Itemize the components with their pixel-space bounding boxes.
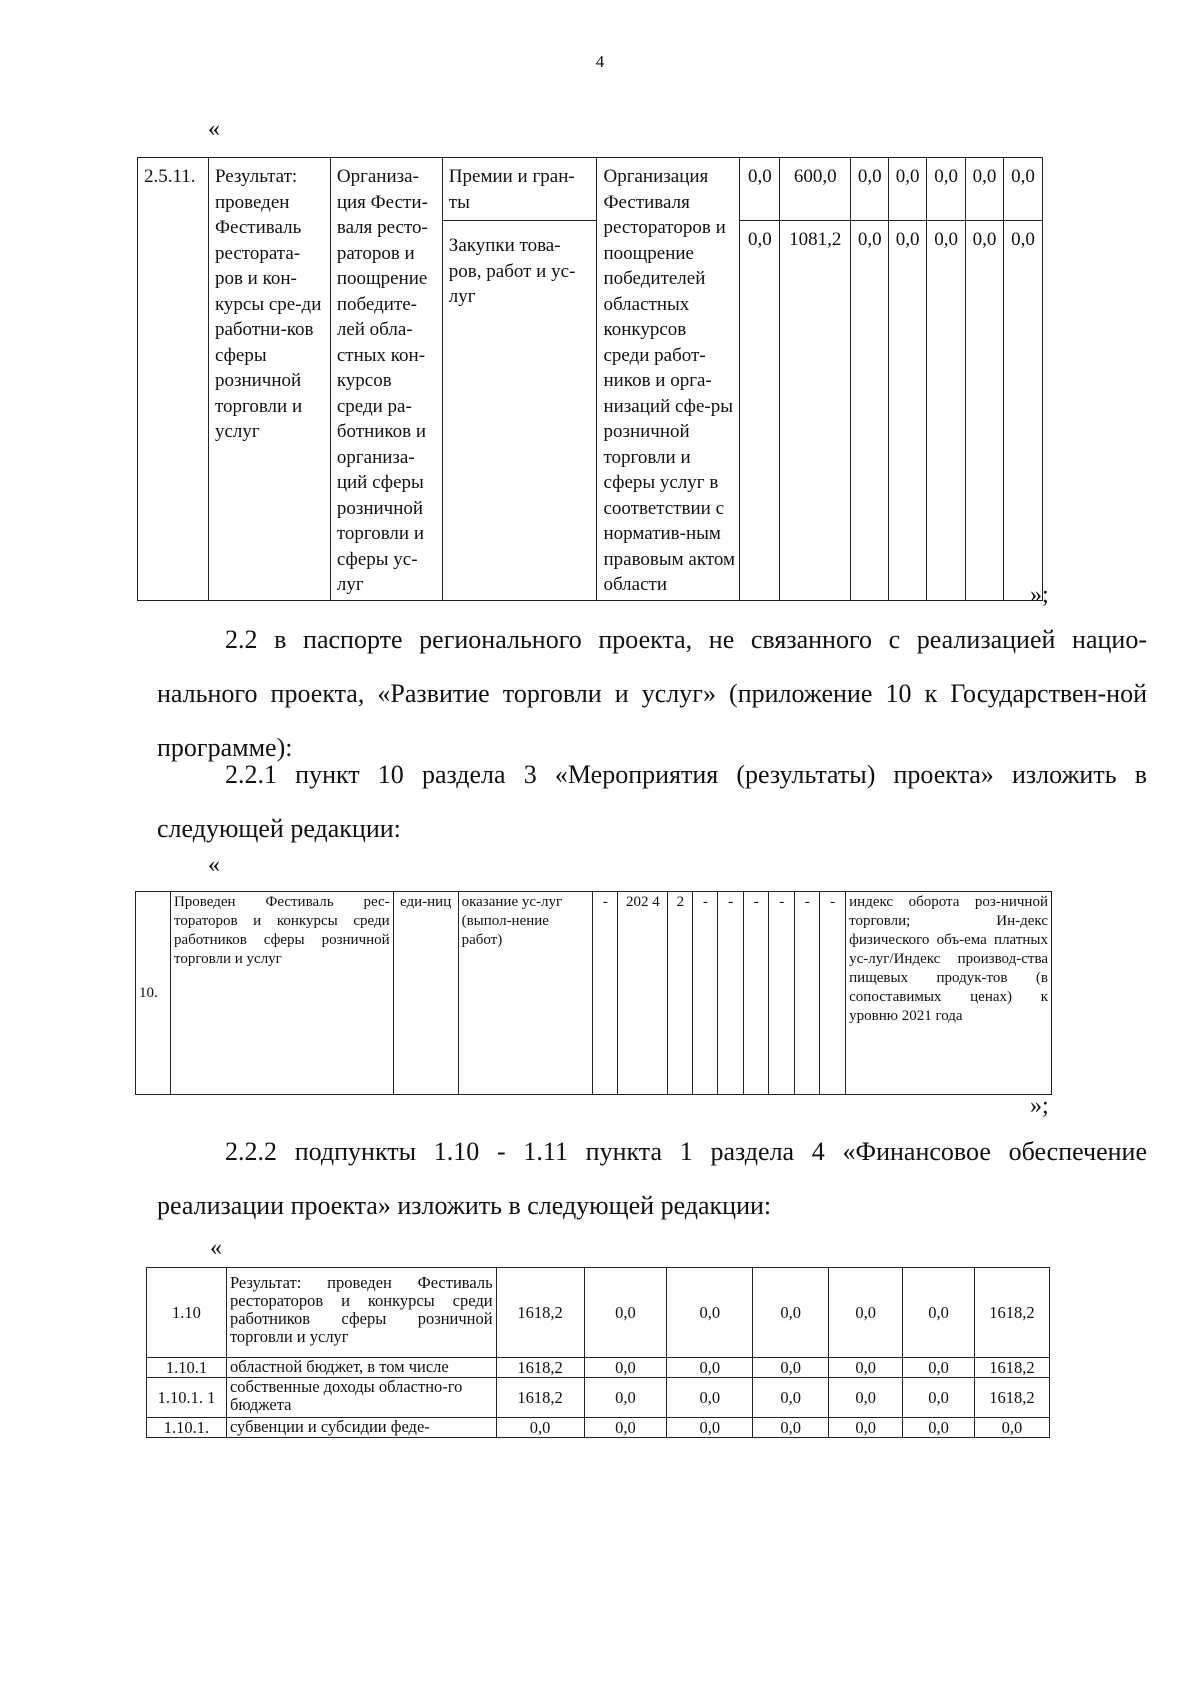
description-cell: Организация Фестиваля рестораторов и поощрение победителей областных конкурсов среди работ-ников и орга-низаций сфе-ры розничной торговли и сферы услуг в соответствии с норматив-ным правовым актом области — [597, 158, 740, 601]
value-cell: 0,0 — [667, 1268, 753, 1358]
value-cell: 0,0 — [966, 221, 1004, 601]
value-cell: - — [718, 892, 744, 1095]
row-name: субвенции и субсидии феде- — [226, 1418, 496, 1438]
value-cell: - — [795, 892, 820, 1095]
row-code: 1.10.1 — [147, 1358, 227, 1378]
value-cell: 2 — [668, 892, 693, 1095]
value-cell: 0,0 — [829, 1268, 903, 1358]
indicator-cell: индекс оборота роз-ничной торговли; Ин-декс физического объ-ема платных ус-луг/Индекс производ-ства пищевых продук-тов (в сопоставимых ценах) к уровню 2021 года — [846, 892, 1052, 1095]
value-cell: 0,0 — [496, 1418, 584, 1438]
expense-type-cell: Премии и гран-ты — [442, 158, 597, 221]
row-code: 1.10 — [147, 1268, 227, 1358]
value-cell: 0,0 — [927, 221, 966, 601]
activities-table — [135, 891, 1052, 1095]
value-cell: 0,0 — [753, 1418, 829, 1438]
value-cell: 0,0 — [667, 1358, 753, 1378]
activity-cell: Организа-ция Фести-валя ресто-раторов и поощрение победите-лей обла-стных кон-курсов среди ра-ботников и организа-ций сферы розничной торговли и сферы ус-луг — [330, 158, 442, 601]
value-cell: - — [593, 892, 618, 1095]
row-number: 10. — [136, 892, 171, 1095]
value-cell: 0,0 — [903, 1268, 975, 1358]
row-name: областной бюджет, в том числе — [226, 1358, 496, 1378]
value-cell: 0,0 — [889, 221, 927, 601]
row-code: 1.10.1. 1 — [147, 1378, 227, 1418]
row-code: 1.10.1. — [147, 1418, 227, 1438]
value-cell: 0,0 — [851, 221, 889, 601]
value-cell: 0,0 — [974, 1418, 1049, 1438]
row-code: 2.5.11. — [138, 158, 209, 601]
quote-open-2: « — [208, 852, 220, 878]
value-cell: 0,0 — [829, 1358, 903, 1378]
quote-open-1: « — [208, 116, 220, 142]
value-cell: 0,0 — [753, 1358, 829, 1378]
quote-close-2: »; — [1030, 1093, 1049, 1119]
value-cell: 0,0 — [584, 1358, 667, 1378]
value-cell: 0,0 — [966, 158, 1004, 221]
value-cell: 0,0 — [851, 158, 889, 221]
finance-table — [146, 1267, 1050, 1438]
value-cell: 0,0 — [829, 1378, 903, 1418]
value-cell: 0,0 — [584, 1268, 667, 1358]
value-cell: 0,0 — [903, 1378, 975, 1418]
value-cell: 1618,2 — [496, 1358, 584, 1378]
paragraph-2-2-text: 2.2 в паспорте регионального проекта, не связанного с реализацией нацио-нального проекта, «Развитие торговли и услуг» (приложение 10 к Государствен-ной программе): — [157, 625, 1147, 762]
activity-name: Проведен Фестиваль рес-тораторов и конкурсы среди работников сферы розничной торговли и услуг — [170, 892, 393, 1095]
page-number: 4 — [595, 52, 605, 71]
value-cell: - — [820, 892, 846, 1095]
row-name: собственные доходы областно-го бюджета — [226, 1378, 496, 1418]
value-cell: 600,0 — [780, 158, 851, 221]
year-cell: 202 4 — [618, 892, 668, 1095]
value-cell: 0,0 — [1003, 158, 1042, 221]
value-cell: 0,0 — [889, 158, 927, 221]
value-cell: 0,0 — [903, 1358, 975, 1378]
value-cell: 0,0 — [753, 1378, 829, 1418]
value-cell: - — [693, 892, 718, 1095]
value-cell: 0,0 — [667, 1378, 753, 1418]
paragraph-2-2-2 — [157, 1125, 1147, 1233]
result-cell: Результат: проведен Фестиваль рестората-ров и кон-курсы сре-ди работни-ков сферы розничной торговли и услуг — [208, 158, 330, 601]
value-cell: 0,0 — [903, 1418, 975, 1438]
value-cell: 0,0 — [829, 1418, 903, 1438]
value-cell: 1618,2 — [496, 1268, 584, 1358]
quote-open-3: « — [210, 1235, 222, 1261]
value-cell: 0,0 — [740, 158, 780, 221]
expense-type-cell: Закупки това-ров, работ и ус-луг — [442, 221, 597, 601]
value-cell: 1081,2 — [780, 221, 851, 601]
value-cell: 0,0 — [740, 221, 780, 601]
paragraph-2-2-1 — [157, 748, 1147, 856]
quote-close-1: »; — [1030, 582, 1049, 608]
events-table — [137, 157, 1043, 601]
value-cell: 1618,2 — [974, 1378, 1049, 1418]
value-cell: 0,0 — [1003, 221, 1042, 601]
value-cell: 1618,2 — [974, 1358, 1049, 1378]
value-cell: 1618,2 — [496, 1378, 584, 1418]
row-name: Результат: проведен Фестиваль рестораторов и конкурсы среди работников сферы розничной торговли и услуг — [226, 1268, 496, 1358]
value-cell: - — [744, 892, 769, 1095]
value-cell: - — [769, 892, 795, 1095]
paragraph-2-2-1-text: 2.2.1 пункт 10 раздела 3 «Мероприятия (результаты) проекта» изложить в следующей редакции: — [157, 760, 1147, 843]
unit-cell: еди-ниц — [393, 892, 458, 1095]
value-cell: 1618,2 — [974, 1268, 1049, 1358]
value-cell: 0,0 — [667, 1418, 753, 1438]
value-cell: 0,0 — [584, 1418, 667, 1438]
paragraph-2-2-2-text: 2.2.2 подпункты 1.10 - 1.11 пункта 1 раздела 4 «Финансовое обеспечение реализации проекта» изложить в следующей редакции: — [157, 1137, 1147, 1220]
value-cell: 0,0 — [927, 158, 966, 221]
type-cell: оказание ус-луг (выпол-нение работ) — [458, 892, 593, 1095]
value-cell: 0,0 — [584, 1378, 667, 1418]
value-cell: 0,0 — [753, 1268, 829, 1358]
